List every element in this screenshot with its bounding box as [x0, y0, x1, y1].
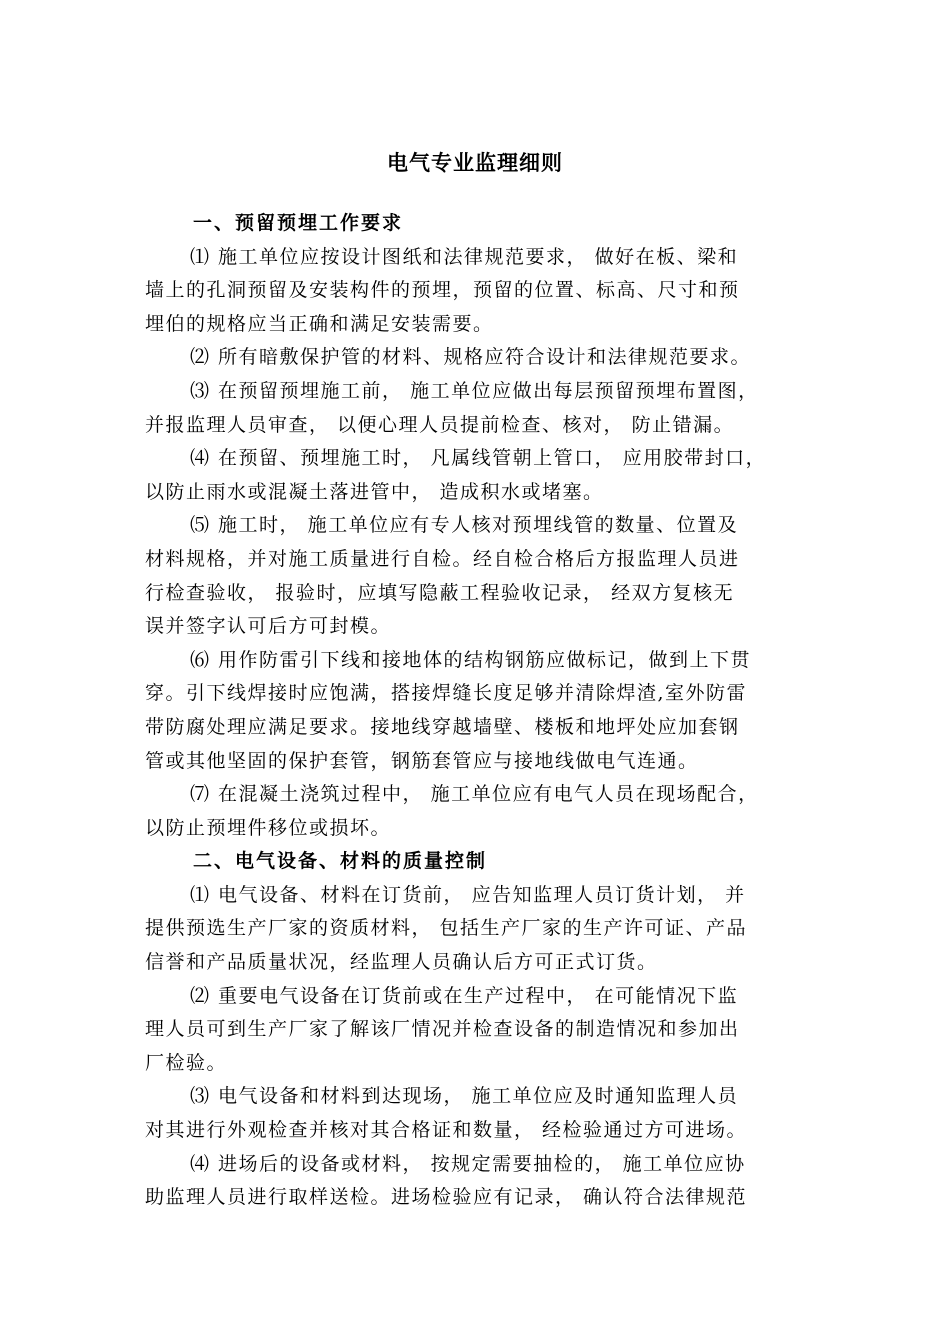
paragraph — [145, 375, 810, 442]
paragraph — [145, 341, 810, 375]
paragraph-line: 材料规格，并对施工质量进行自检。经自检合格后方报监理人员进 — [145, 547, 740, 570]
paragraph-line: 管或其他坚固的保护套管，钢筋套管应与接地线做电气连通。 — [145, 749, 699, 772]
paragraph — [145, 879, 810, 980]
paragraph-line: 理人员可到生产厂家了解该厂情况并检查设备的制造情况和参加出 — [145, 1018, 740, 1041]
document-body — [145, 207, 810, 1215]
paragraph-line: 埋伯的规格应当正确和满足安装需要。 — [145, 312, 494, 335]
section-heading: 二、电气设备、材料的质量控制 — [193, 850, 488, 873]
document-title: 电气专业监理细则 — [387, 151, 563, 175]
paragraph-line: 行检查验收， 报验时，应填写隐蔽工程验收记录， 经双方复核无 — [145, 581, 735, 604]
paragraph-line: 误并签字认可后方可封模。 — [145, 615, 392, 638]
paragraph-line: 信誉和产品质量状况，经监理人员确认后方可正式订货。 — [145, 951, 658, 974]
paragraph-line: ⑶ 电气设备和材料到达现场， 施工单位应及时通知监理人员 — [190, 1085, 739, 1108]
paragraph-line: 以防止雨水或混凝土落进管中， 造成积水或堵塞。 — [145, 480, 604, 503]
paragraph-line: 墙上的孔洞预留及安装构件的预埋，预留的位置、标高、尺寸和预 — [145, 279, 740, 302]
paragraph — [145, 241, 810, 342]
paragraph-line: ⑴ 电气设备、材料在订货前， 应告知监理人员订货计划， 并 — [190, 883, 746, 906]
paragraph-line: 对其进行外观检查并核对其合格证和数量， 经检验通过方可进场。 — [145, 1119, 748, 1142]
paragraph — [145, 509, 810, 643]
paragraph-line: ⑴ 施工单位应按设计图纸和法律规范要求， 做好在板、梁和 — [190, 245, 739, 268]
paragraph-line: ⑸ 施工时， 施工单位应有专人核对预埋线管的数量、位置及 — [190, 514, 739, 537]
paragraph-line: ⑶ 在预留预埋施工前， 施工单位应做出每层预留预埋布置图， — [190, 379, 759, 402]
paragraph-line: 带防腐处理应满足要求。接地线穿越墙壁、楼板和地坪处应加套钢 — [145, 715, 740, 738]
paragraph-line: 穿。引下线焊接时应饱满，搭接焊缝长度足够并清除焊渣,室外防雷 — [145, 682, 748, 705]
paragraph-line: 并报监理人员审查， 以便心理人员提前检查、核对， 防止错漏。 — [145, 413, 735, 436]
paragraph — [145, 1148, 810, 1215]
section-heading: 一、预留预埋工作要求 — [193, 212, 404, 234]
paragraph — [145, 980, 810, 1081]
paragraph-line: ⑹ 用作防雷引下线和接地体的结构钢筋应做标记，做到上下贯 — [190, 648, 752, 671]
paragraph-line: 以防止预埋件移位或损坏。 — [145, 816, 392, 839]
paragraph-line: ⑵ 所有暗敷保护管的材料、规格应符合设计和法律规范要求。 — [190, 346, 752, 369]
paragraph — [145, 778, 810, 845]
paragraph-line: ⑺ 在混凝土浇筑过程中， 施工单位应有电气人员在现场配合， — [190, 783, 759, 806]
paragraph — [145, 1080, 810, 1147]
paragraph — [145, 442, 810, 509]
paragraph — [145, 644, 810, 778]
paragraph-line: ⑷ 在预留、预埋施工时， 凡属线管朝上管口， 应用胶带封口， — [190, 447, 767, 470]
paragraph-line: ⑵ 重要电气设备在订货前或在生产过程中， 在可能情况下监 — [190, 984, 739, 1007]
paragraph-line: ⑷ 进场后的设备或材料， 按规定需要抽检的， 施工单位应协 — [190, 1152, 746, 1175]
paragraph-line: 助监理人员进行取样送检。进场检验应有记录， 确认符合法律规范 — [145, 1186, 748, 1209]
paragraph-line: 厂检验。 — [145, 1051, 228, 1074]
paragraph-line: 提供预选生产厂家的资质材料， 包括生产厂家的生产许可证、产品 — [145, 917, 748, 940]
